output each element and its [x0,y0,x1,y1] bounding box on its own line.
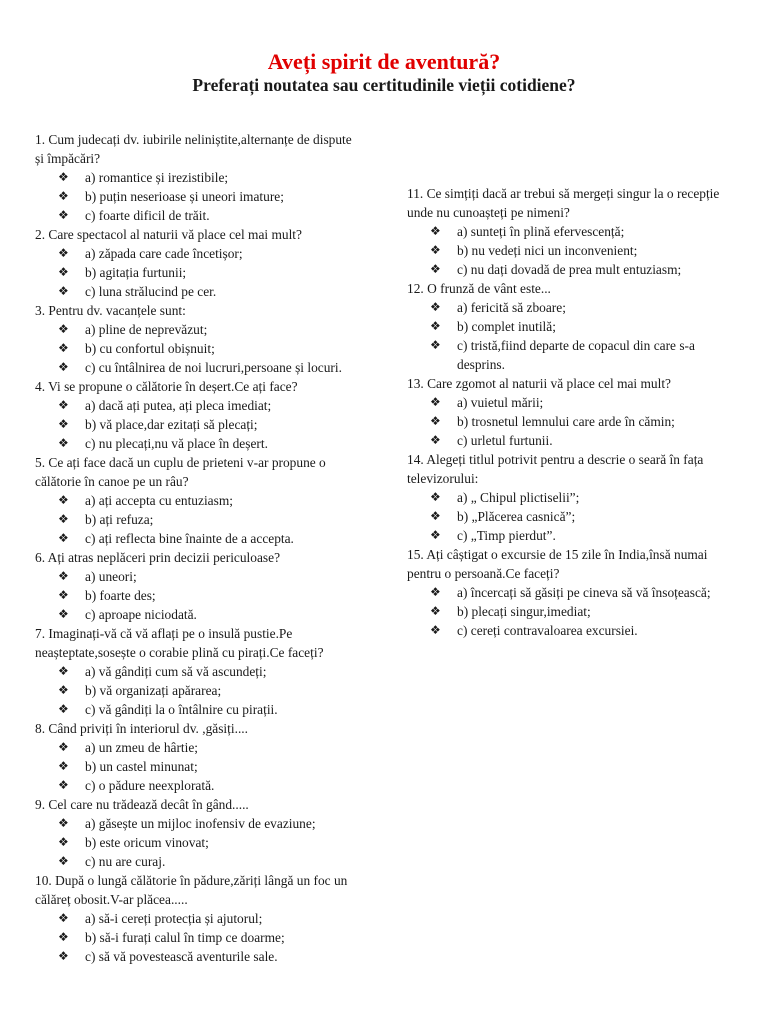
questions-right-column [407,184,739,640]
diamond-bullet-icon: ❖ [58,436,69,450]
answer-options [35,567,361,624]
answer-option-text: a) pline de neprevăzut; [85,322,208,337]
answer-option-text: b) „Plăcerea casnică”; [457,509,576,524]
answer-options [35,168,361,225]
answer-option-text: b) este oricum vinovat; [85,835,209,850]
answer-option [35,852,361,871]
answer-option [407,488,739,507]
answer-option [35,814,361,833]
diamond-bullet-icon: ❖ [58,702,69,716]
answer-options [35,396,361,453]
answer-option-text: c) să vă povestească aventurile sale. [85,949,278,964]
answer-option-text: c) cu întâlnirea de noi lucruri,persoane și locuri. [85,360,342,375]
answer-option [35,738,361,757]
answer-option-text: b) nu vedeți nici un inconvenient; [457,243,638,258]
question-text: 13. Care zgomot al naturii vă place cel mai mult? [407,376,671,391]
answer-option [407,241,739,260]
answer-options [35,909,361,966]
diamond-bullet-icon: ❖ [58,170,69,184]
answer-options [35,491,361,548]
answer-option [35,396,361,415]
diamond-bullet-icon: ❖ [430,338,441,352]
answer-option-text: a) romantice și irezistibile; [85,170,229,185]
diamond-bullet-icon: ❖ [58,607,69,621]
answer-option-text: a) un zmeu de hârtie; [85,740,199,755]
answer-option [407,222,739,241]
answer-option [35,339,361,358]
diamond-bullet-icon: ❖ [58,759,69,773]
diamond-bullet-icon: ❖ [430,490,441,504]
question-block [35,453,361,548]
answer-option [35,491,361,510]
answer-option [35,662,361,681]
answer-option-text: b) trosnetul lemnului care arde în cămin; [457,414,675,429]
answer-option-text: c) foarte dificil de trăit. [85,208,210,223]
answer-option [407,393,739,412]
questions-left-column [35,130,361,966]
diamond-bullet-icon: ❖ [58,265,69,279]
answer-option-text: c) nu dați dovadă de prea mult entuziasm; [457,262,682,277]
answer-option [35,757,361,776]
answer-option-text: a) încercați să găsiți pe cineva să vă însoțească; [457,585,711,600]
question-block [407,374,739,450]
answer-option [35,282,361,301]
diamond-bullet-icon: ❖ [58,512,69,526]
diamond-bullet-icon: ❖ [58,417,69,431]
page-title: Aveți spirit de aventură? [267,49,501,74]
answer-option [35,586,361,605]
answer-option [35,605,361,624]
answer-option [407,526,739,545]
answer-options [407,298,739,374]
answer-option [407,621,739,640]
question-block [35,130,361,225]
answer-option-text: b) vă place,dar ezitați să plecați; [85,417,258,432]
question-text: 9. Cel care nu trădează decât în gând..... [35,797,249,812]
answer-option-text: c) ați reflecta bine înainte de a accepta. [85,531,294,546]
question-block [407,545,739,640]
answer-option-text: c) o pădure neexplorată. [85,778,215,793]
diamond-bullet-icon: ❖ [58,284,69,298]
diamond-bullet-icon: ❖ [430,585,441,599]
answer-option-text: c) vă gândiți la o întâlnire cu pirații. [85,702,278,717]
answer-option-text: a) dacă ați putea, ați pleca imediat; [85,398,272,413]
diamond-bullet-icon: ❖ [58,493,69,507]
answer-option [35,567,361,586]
answer-option-text: c) urletul furtunii. [457,433,553,448]
answer-options [407,583,739,640]
answer-options [407,393,739,450]
diamond-bullet-icon: ❖ [430,433,441,447]
question-text: 4. Vi se propune o călătorie în deșert.Ce ați face? [35,379,298,394]
answer-option-text: c) tristă,fiind departe de copacul din care s-a desprins. [457,338,695,372]
answer-option-text: b) plecați singur,imediat; [457,604,591,619]
question-text: 7. Imaginați-vă că vă aflați pe o insulă pustie.Pe neașteptate,sosește o corabie plină cu pirați.Ce faceți? [35,626,324,660]
question-block [407,184,739,279]
diamond-bullet-icon: ❖ [58,341,69,355]
question-text: 6. Ați atras neplăceri prin decizii periculoase? [35,550,281,565]
answer-option-text: a) să-i cereți protecția și ajutorul; [85,911,263,926]
diamond-bullet-icon: ❖ [430,319,441,333]
answer-option-text: c) „Timp pierdut”. [457,528,556,543]
question-text: 14. Alegeți titlul potrivit pentru a descrie o seară în fața televizorului: [407,452,704,486]
answer-option [35,947,361,966]
diamond-bullet-icon: ❖ [430,528,441,542]
answer-options [35,814,361,871]
answer-option [35,833,361,852]
diamond-bullet-icon: ❖ [430,604,441,618]
answer-option-text: b) complet inutilă; [457,319,556,334]
answer-option-text: a) vă gândiți cum să vă ascundeți; [85,664,267,679]
diamond-bullet-icon: ❖ [58,683,69,697]
diamond-bullet-icon: ❖ [58,322,69,336]
answer-option [35,263,361,282]
diamond-bullet-icon: ❖ [430,509,441,523]
answer-option-text: a) găsește un mijloc inofensiv de evaziune; [85,816,316,831]
answer-option-text: b) să-i furați calul în timp ce doarme; [85,930,285,945]
question-text: 5. Ce ați face dacă un cuplu de prieteni v-ar propune o călătorie în canoe pe un râu? [35,455,326,489]
answer-option [407,583,739,602]
answer-option [35,510,361,529]
answer-option-text: a) uneori; [85,569,137,584]
answer-option-text: b) agitația furtunii; [85,265,187,280]
diamond-bullet-icon: ❖ [430,414,441,428]
answer-option-text: c) nu plecați,nu vă place în deșert. [85,436,268,451]
question-text: 1. Cum judecați dv. iubirile neliniștite,alternanțe de dispute și împăcări? [35,132,352,166]
question-block [35,871,361,966]
answer-option-text: a) fericită să zboare; [457,300,566,315]
answer-option [35,358,361,377]
answer-option [35,244,361,263]
answer-option [35,206,361,225]
diamond-bullet-icon: ❖ [58,208,69,222]
diamond-bullet-icon: ❖ [58,930,69,944]
diamond-bullet-icon: ❖ [58,569,69,583]
answer-option [407,317,739,336]
question-text: 2. Care spectacol al naturii vă place cel mai mult? [35,227,302,242]
answer-option-text: a) zăpada care cade încetișor; [85,246,243,261]
answer-option-text: b) vă organizați apărarea; [85,683,222,698]
answer-option [35,909,361,928]
answer-option-text: a) vuietul mării; [457,395,544,410]
answer-option [35,928,361,947]
question-text: 3. Pentru dv. vacanțele sunt: [35,303,186,318]
question-text: 15. Ați câștigat o excursie de 15 zile în India,însă numai pentru o persoană.Ce faceți? [407,547,708,581]
answer-option [35,320,361,339]
diamond-bullet-icon: ❖ [430,300,441,314]
diamond-bullet-icon: ❖ [58,911,69,925]
answer-options [35,662,361,719]
answer-options [407,222,739,279]
question-block [35,548,361,624]
diamond-bullet-icon: ❖ [58,778,69,792]
diamond-bullet-icon: ❖ [58,588,69,602]
diamond-bullet-icon: ❖ [58,816,69,830]
diamond-bullet-icon: ❖ [58,664,69,678]
answer-option [35,776,361,795]
diamond-bullet-icon: ❖ [58,189,69,203]
question-block [407,279,739,374]
question-block [35,719,361,795]
diamond-bullet-icon: ❖ [58,949,69,963]
answer-option-text: c) nu are curaj. [85,854,166,869]
answer-option-text: b) un castel minunat; [85,759,198,774]
answer-option-text: c) luna strălucind pe cer. [85,284,217,299]
diamond-bullet-icon: ❖ [58,854,69,868]
diamond-bullet-icon: ❖ [58,398,69,412]
answer-option [407,260,739,279]
diamond-bullet-icon: ❖ [58,360,69,374]
question-text: 11. Ce simțiți dacă ar trebui să mergeți singur la o recepție unde nu cunoașteți pe nimeni? [407,186,720,220]
answer-options [35,738,361,795]
diamond-bullet-icon: ❖ [430,395,441,409]
answer-option [407,336,739,374]
answer-option [35,529,361,548]
question-block [407,450,739,545]
answer-option-text: c) cereți contravaloarea excursiei. [457,623,638,638]
answer-option [407,298,739,317]
diamond-bullet-icon: ❖ [58,246,69,260]
answer-option-text: b) puțin neserioase și uneori imature; [85,189,284,204]
answer-option-text: b) foarte des; [85,588,156,603]
diamond-bullet-icon: ❖ [58,835,69,849]
answer-option [407,412,739,431]
question-block [35,301,361,377]
diamond-bullet-icon: ❖ [430,243,441,257]
answer-option [407,602,739,621]
answer-option [35,168,361,187]
answer-option-text: a) sunteți în plină efervescență; [457,224,625,239]
answer-option-text: a) „ Chipul plictiselii”; [457,490,580,505]
diamond-bullet-icon: ❖ [430,224,441,238]
answer-option [35,434,361,453]
question-block [35,624,361,719]
diamond-bullet-icon: ❖ [430,623,441,637]
page-subtitle: Preferați noutatea sau certitudinile vieții cotidiene? [192,75,576,95]
question-block [35,225,361,301]
question-text: 12. O frunză de vânt este... [407,281,551,296]
answer-option-text: b) ați refuza; [85,512,154,527]
answer-options [407,488,739,545]
answer-option-text: c) aproape niciodată. [85,607,197,622]
question-block [35,377,361,453]
question-text: 8. Când priviți în interiorul dv. ,găsiți.... [35,721,248,736]
answer-options [35,320,361,377]
question-text: 10. După o lungă călătorie în pădure,zăriți lângă un foc un călăreț obosit.V-ar plăcea..... [35,873,348,907]
diamond-bullet-icon: ❖ [58,740,69,754]
diamond-bullet-icon: ❖ [430,262,441,276]
answer-option [35,415,361,434]
answer-option-text: b) cu confortul obișnuit; [85,341,215,356]
question-block [35,795,361,871]
diamond-bullet-icon: ❖ [58,531,69,545]
answer-option [407,507,739,526]
answer-option-text: a) ați accepta cu entuziasm; [85,493,233,508]
answer-option [35,700,361,719]
answer-options [35,244,361,301]
answer-option [35,681,361,700]
answer-option [35,187,361,206]
answer-option [407,431,739,450]
